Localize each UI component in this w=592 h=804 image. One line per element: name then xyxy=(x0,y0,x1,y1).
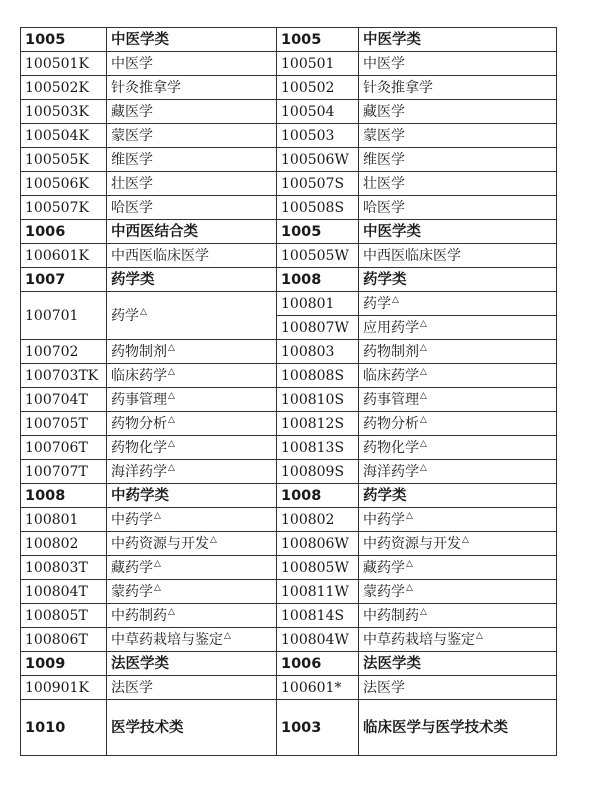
category-name xyxy=(359,220,557,244)
major-name xyxy=(107,580,277,604)
major-code xyxy=(21,196,107,220)
major-code-text: 100814S xyxy=(281,607,345,624)
major-code-text: 100806W xyxy=(281,535,349,552)
major-code xyxy=(277,508,359,532)
major-name xyxy=(107,196,277,220)
category-code xyxy=(277,220,359,244)
major-code-text: 100504 xyxy=(281,103,335,120)
major-code-text: 100901K xyxy=(25,679,89,696)
major-code-text: 100601* xyxy=(281,679,342,696)
major-name-text: 藏药学 xyxy=(111,559,153,576)
category-code xyxy=(277,652,359,676)
category-code xyxy=(21,652,107,676)
category-header-row xyxy=(21,28,557,52)
major-name xyxy=(359,76,557,100)
major-code-text: 100703TK xyxy=(25,367,99,384)
major-name xyxy=(359,388,557,412)
major-code-text: 100508S xyxy=(281,199,345,216)
major-name-text: 中药学 xyxy=(111,511,153,528)
category-name-text: 药学类 xyxy=(363,271,407,288)
major-code-text: 100802 xyxy=(25,535,79,552)
triangle-mark: △ xyxy=(168,390,175,401)
triangle-mark: △ xyxy=(420,318,427,329)
category-code-text: 1003 xyxy=(281,719,322,736)
major-code xyxy=(21,364,107,388)
category-code-text: 1007 xyxy=(25,271,66,288)
category-code xyxy=(277,28,359,52)
major-code-text: 100805W xyxy=(281,559,349,576)
major-name xyxy=(107,532,277,556)
major-code xyxy=(21,172,107,196)
major-name-text: 中药资源与开发 xyxy=(363,535,461,552)
category-code xyxy=(21,220,107,244)
major-code xyxy=(277,388,359,412)
category-code-text: 1008 xyxy=(281,487,322,504)
major-code-text: 100804T xyxy=(25,583,88,600)
table-row xyxy=(21,196,557,220)
major-code xyxy=(277,52,359,76)
major-name xyxy=(107,148,277,172)
category-code xyxy=(277,700,359,756)
major-name xyxy=(107,124,277,148)
major-code xyxy=(21,124,107,148)
category-code-text: 1005 xyxy=(25,31,66,48)
major-code xyxy=(21,148,107,172)
major-name-text: 中医学 xyxy=(363,55,405,72)
major-code xyxy=(277,316,359,340)
major-name xyxy=(107,172,277,196)
table-row xyxy=(21,436,557,460)
major-code-text: 100506K xyxy=(25,175,89,192)
table-row xyxy=(21,292,557,316)
triangle-mark: △ xyxy=(392,294,399,305)
major-code-text: 100704T xyxy=(25,391,88,408)
major-name xyxy=(107,604,277,628)
major-name-text: 中西医临床医学 xyxy=(363,247,461,264)
category-code xyxy=(21,268,107,292)
major-name-text: 海洋药学 xyxy=(111,463,167,480)
major-code-text: 100811W xyxy=(281,583,349,600)
triangle-mark: △ xyxy=(154,582,161,593)
triangle-mark: △ xyxy=(168,342,175,353)
table-row xyxy=(21,412,557,436)
major-name-text: 药物制剂 xyxy=(363,343,419,360)
major-name xyxy=(359,604,557,628)
major-code xyxy=(21,100,107,124)
major-code xyxy=(21,532,107,556)
table-row xyxy=(21,52,557,76)
triangle-mark: △ xyxy=(420,438,427,449)
category-name-text: 药学类 xyxy=(363,487,407,504)
category-name xyxy=(107,268,277,292)
major-code xyxy=(21,292,107,340)
category-code-text: 1006 xyxy=(25,223,66,240)
major-name xyxy=(359,628,557,652)
triangle-mark: △ xyxy=(420,342,427,353)
triangle-mark: △ xyxy=(462,534,469,545)
major-code xyxy=(21,676,107,700)
major-name-text: 维医学 xyxy=(363,151,405,168)
major-name xyxy=(359,148,557,172)
major-code-text: 100601K xyxy=(25,247,89,264)
triangle-mark: △ xyxy=(154,558,161,569)
major-name-text: 蒙药学 xyxy=(111,583,153,600)
major-code xyxy=(277,556,359,580)
major-code-text: 100803T xyxy=(25,559,88,576)
major-code xyxy=(21,628,107,652)
major-code xyxy=(21,388,107,412)
category-code-text: 1009 xyxy=(25,655,66,672)
major-code xyxy=(277,244,359,268)
major-code xyxy=(277,124,359,148)
category-name-text: 法医学类 xyxy=(363,655,421,672)
major-code xyxy=(277,460,359,484)
category-name-text: 医学技术类 xyxy=(111,719,184,736)
major-name-text: 藏药学 xyxy=(363,559,405,576)
major-name xyxy=(359,316,557,340)
table-row xyxy=(21,124,557,148)
major-name-text: 海洋药学 xyxy=(363,463,419,480)
major-name-text: 蒙医学 xyxy=(363,127,405,144)
table-row xyxy=(21,580,557,604)
triangle-mark: △ xyxy=(406,582,413,593)
triangle-mark: △ xyxy=(406,558,413,569)
major-code-text: 100803 xyxy=(281,343,335,360)
major-name xyxy=(359,580,557,604)
category-name xyxy=(107,484,277,508)
category-name xyxy=(359,268,557,292)
major-name-text: 应用药学 xyxy=(363,319,419,336)
major-name-text: 中药资源与开发 xyxy=(111,535,209,552)
major-code-text: 100809S xyxy=(281,463,345,480)
major-name-text: 药学 xyxy=(111,307,139,324)
triangle-mark: △ xyxy=(154,510,161,521)
category-name-text: 中西医结合类 xyxy=(111,223,198,240)
category-header-row xyxy=(21,268,557,292)
category-code xyxy=(277,484,359,508)
category-name xyxy=(359,28,557,52)
major-code-text: 100503 xyxy=(281,127,335,144)
table-row xyxy=(21,388,557,412)
triangle-mark: △ xyxy=(476,630,483,641)
major-code-text: 100806T xyxy=(25,631,88,648)
major-name xyxy=(107,628,277,652)
major-name-text: 中草药栽培与鉴定 xyxy=(363,631,475,648)
category-code xyxy=(21,484,107,508)
major-code-text: 100701 xyxy=(25,307,79,324)
major-name xyxy=(359,532,557,556)
table-row xyxy=(21,172,557,196)
major-code xyxy=(277,100,359,124)
major-code-text: 100807W xyxy=(281,319,349,336)
category-header-row xyxy=(21,484,557,508)
table-row xyxy=(21,364,557,388)
major-code xyxy=(277,580,359,604)
major-name-text: 药物分析 xyxy=(111,415,167,432)
major-name xyxy=(107,100,277,124)
category-name-text: 中药学类 xyxy=(111,487,169,504)
major-code xyxy=(277,628,359,652)
major-code-text: 100810S xyxy=(281,391,345,408)
table-row xyxy=(21,604,557,628)
category-code xyxy=(277,268,359,292)
table-row xyxy=(21,556,557,580)
table-row xyxy=(21,628,557,652)
major-name-text: 藏医学 xyxy=(111,103,153,120)
major-name xyxy=(359,556,557,580)
major-code xyxy=(277,364,359,388)
major-code xyxy=(21,604,107,628)
major-name-text: 中草药栽培与鉴定 xyxy=(111,631,223,648)
major-code-text: 100801 xyxy=(281,295,335,312)
major-code-text: 100801 xyxy=(25,511,79,528)
major-name-text: 藏医学 xyxy=(363,103,405,120)
major-code xyxy=(277,292,359,316)
triangle-mark: △ xyxy=(420,390,427,401)
major-code xyxy=(21,340,107,364)
category-name xyxy=(359,652,557,676)
major-name xyxy=(359,244,557,268)
major-code xyxy=(277,148,359,172)
major-code xyxy=(21,580,107,604)
major-name xyxy=(107,508,277,532)
major-name-text: 药物化学 xyxy=(111,439,167,456)
major-name xyxy=(107,436,277,460)
major-code-text: 100504K xyxy=(25,127,89,144)
table-row xyxy=(21,340,557,364)
major-code-text: 100501K xyxy=(25,55,89,72)
major-name xyxy=(107,412,277,436)
triangle-mark: △ xyxy=(420,414,427,425)
major-code-text: 100507S xyxy=(281,175,345,192)
major-name-text: 哈医学 xyxy=(363,199,405,216)
major-name-text: 药事管理 xyxy=(111,391,167,408)
category-code-text: 1005 xyxy=(281,223,322,240)
major-code-text: 100502K xyxy=(25,79,89,96)
table-row xyxy=(21,244,557,268)
major-code xyxy=(277,676,359,700)
major-code-text: 100503K xyxy=(25,103,89,120)
major-code xyxy=(21,244,107,268)
category-name-text: 法医学类 xyxy=(111,655,169,672)
table-row xyxy=(21,76,557,100)
major-name xyxy=(359,124,557,148)
major-code-text: 100707T xyxy=(25,463,88,480)
major-name xyxy=(359,508,557,532)
major-name xyxy=(359,364,557,388)
major-name xyxy=(107,676,277,700)
major-code-text: 100506W xyxy=(281,151,349,168)
category-name-text: 临床医学与医学技术类 xyxy=(363,719,508,736)
major-code xyxy=(21,460,107,484)
major-code xyxy=(21,556,107,580)
category-code-text: 1010 xyxy=(25,719,66,736)
category-name xyxy=(359,484,557,508)
major-code-text: 100507K xyxy=(25,199,89,216)
major-name-text: 中药制药 xyxy=(363,607,419,624)
category-name xyxy=(107,220,277,244)
major-code xyxy=(277,412,359,436)
triangle-mark: △ xyxy=(406,510,413,521)
major-code xyxy=(277,604,359,628)
major-name-text: 壮医学 xyxy=(363,175,405,192)
triangle-mark: △ xyxy=(168,414,175,425)
major-code xyxy=(277,196,359,220)
major-name xyxy=(359,196,557,220)
major-name-text: 针灸推拿学 xyxy=(111,79,181,96)
triangle-mark: △ xyxy=(140,306,147,317)
major-name xyxy=(359,460,557,484)
major-name xyxy=(359,52,557,76)
category-name xyxy=(107,652,277,676)
major-code xyxy=(21,76,107,100)
major-code-text: 100802 xyxy=(281,511,335,528)
major-name-text: 蒙医学 xyxy=(111,127,153,144)
major-code-text: 100812S xyxy=(281,415,345,432)
major-code-text: 100502 xyxy=(281,79,335,96)
major-name-text: 壮医学 xyxy=(111,175,153,192)
major-code xyxy=(277,436,359,460)
major-name-text: 针灸推拿学 xyxy=(363,79,433,96)
major-name-text: 中西医临床医学 xyxy=(111,247,209,264)
table-row xyxy=(21,148,557,172)
document-page xyxy=(20,27,556,756)
major-code-text: 100505W xyxy=(281,247,349,264)
major-name xyxy=(359,436,557,460)
major-name-text: 法医学 xyxy=(363,679,405,696)
triangle-mark: △ xyxy=(168,438,175,449)
category-code xyxy=(21,28,107,52)
major-code xyxy=(21,436,107,460)
major-name xyxy=(107,556,277,580)
major-name-text: 中医学 xyxy=(111,55,153,72)
triangle-mark: △ xyxy=(420,366,427,377)
major-name xyxy=(107,364,277,388)
category-name-text: 药学类 xyxy=(111,271,155,288)
triangle-mark: △ xyxy=(168,606,175,617)
major-code-text: 100813S xyxy=(281,439,345,456)
major-code-text: 100804W xyxy=(281,631,349,648)
major-name-text: 临床药学 xyxy=(111,367,167,384)
major-name-text: 法医学 xyxy=(111,679,153,696)
category-name xyxy=(107,28,277,52)
major-name-text: 药事管理 xyxy=(363,391,419,408)
category-code-text: 1008 xyxy=(281,271,322,288)
table-row xyxy=(21,508,557,532)
major-name xyxy=(107,76,277,100)
category-name xyxy=(107,700,277,756)
category-code-text: 1005 xyxy=(281,31,322,48)
triangle-mark: △ xyxy=(168,366,175,377)
table-row xyxy=(21,460,557,484)
category-name-text: 中医学类 xyxy=(363,31,421,48)
category-header-row xyxy=(21,652,557,676)
major-code-text: 100505K xyxy=(25,151,89,168)
major-code xyxy=(277,340,359,364)
major-name-text: 药物制剂 xyxy=(111,343,167,360)
triangle-mark: △ xyxy=(224,630,231,641)
table-body xyxy=(21,28,557,756)
major-name xyxy=(107,460,277,484)
major-name xyxy=(359,412,557,436)
major-name xyxy=(359,340,557,364)
category-code-text: 1008 xyxy=(25,487,66,504)
major-name-text: 蒙药学 xyxy=(363,583,405,600)
category-name-text: 中医学类 xyxy=(111,31,169,48)
major-name xyxy=(107,52,277,76)
table-row xyxy=(21,676,557,700)
major-name xyxy=(359,172,557,196)
triangle-mark: △ xyxy=(420,462,427,473)
major-name-text: 药物化学 xyxy=(363,439,419,456)
major-code xyxy=(21,508,107,532)
major-comparison-table xyxy=(20,27,557,756)
major-name-text: 中药学 xyxy=(363,511,405,528)
category-header-row xyxy=(21,700,557,756)
major-name xyxy=(107,388,277,412)
category-name-text: 中医学类 xyxy=(363,223,421,240)
major-code-text: 100805T xyxy=(25,607,88,624)
major-name xyxy=(107,244,277,268)
triangle-mark: △ xyxy=(168,462,175,473)
major-code-text: 100501 xyxy=(281,55,335,72)
table-row xyxy=(21,100,557,124)
major-code xyxy=(277,172,359,196)
category-header-row xyxy=(21,220,557,244)
triangle-mark: △ xyxy=(420,606,427,617)
category-code xyxy=(21,700,107,756)
major-code-text: 100705T xyxy=(25,415,88,432)
triangle-mark: △ xyxy=(210,534,217,545)
major-code xyxy=(277,76,359,100)
category-code-text: 1006 xyxy=(281,655,322,672)
table-row xyxy=(21,532,557,556)
major-name-text: 中药制药 xyxy=(111,607,167,624)
major-name-text: 药物分析 xyxy=(363,415,419,432)
major-code-text: 100702 xyxy=(25,343,79,360)
major-name xyxy=(107,292,277,340)
major-code xyxy=(277,532,359,556)
category-name xyxy=(359,700,557,756)
major-name xyxy=(359,292,557,316)
major-code xyxy=(21,52,107,76)
major-name-text: 临床药学 xyxy=(363,367,419,384)
major-name xyxy=(107,340,277,364)
major-code-text: 100808S xyxy=(281,367,345,384)
major-code-text: 100706T xyxy=(25,439,88,456)
major-name xyxy=(359,676,557,700)
major-name-text: 药学 xyxy=(363,295,391,312)
major-code xyxy=(21,412,107,436)
major-name xyxy=(359,100,557,124)
major-name-text: 维医学 xyxy=(111,151,153,168)
major-name-text: 哈医学 xyxy=(111,199,153,216)
